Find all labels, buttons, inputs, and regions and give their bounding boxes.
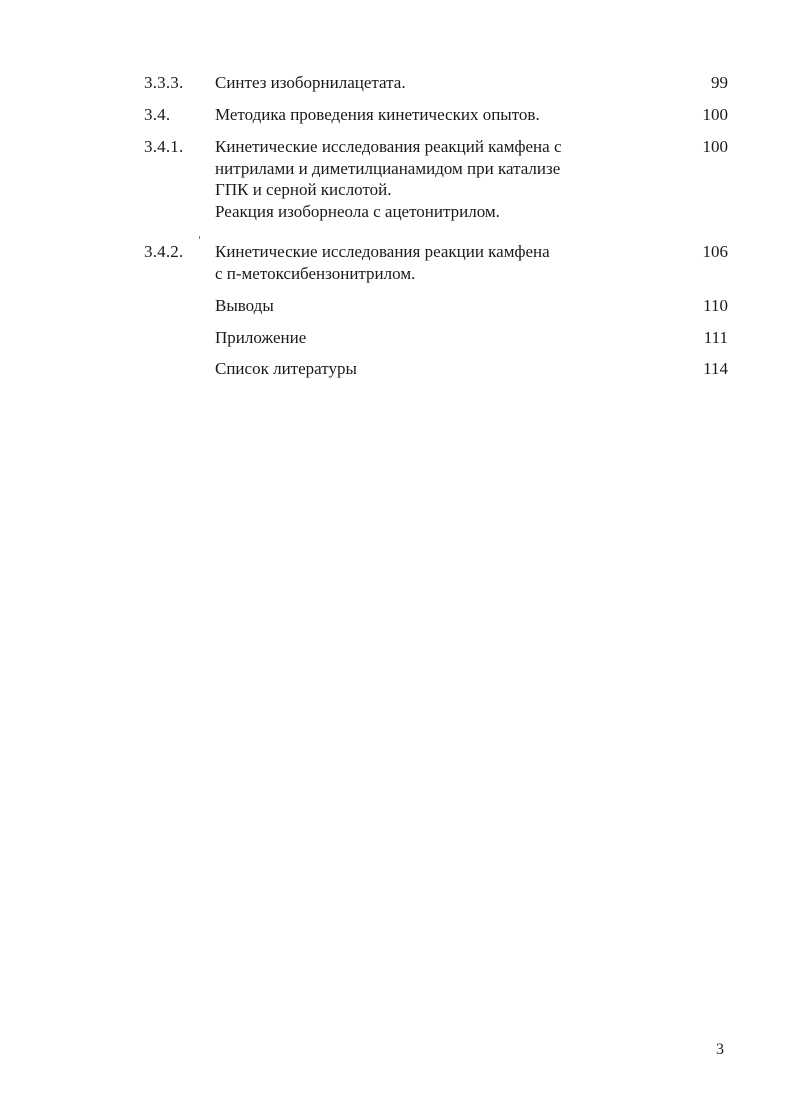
toc-entry-page: 100 [702,137,728,156]
toc-entry-title-line: Методика проведения кинетических опытов. [215,105,540,124]
toc-entry-title-line: нитрилами и диметилцианамидом при катализе [215,158,561,178]
toc-entry-number: 3.3.3. [144,73,184,92]
toc-entry-number: 3.4.2. [144,242,184,261]
toc-entry-title-line: Выводы [215,296,274,315]
toc-entry-page: 114 [703,359,728,378]
toc-entry-title-line: Синтез изоборнилацетата. [215,73,406,92]
toc-entry-title-line: Приложение [215,328,307,347]
toc-entry-title-line: Кинетические исследования реакции камфена [215,242,550,261]
toc-entry-title-line: Кинетические исследования реакций камфена с [215,137,562,156]
toc-entry-number: 3.4. [144,105,171,124]
toc-entry-title-line: Список литературы [215,359,357,378]
toc-entry-title [215,241,635,284]
toc-entry-page: 106 [702,242,728,261]
toc-entry-title [215,327,635,349]
toc-entry-title-line: с п-метоксибензонитрилом. [215,263,416,283]
toc-entry-page: 99 [711,73,728,92]
page-number: 3 [716,1041,724,1058]
toc-entry-title [215,104,635,126]
toc-entry-page: 111 [703,328,728,347]
toc-entry-page: 100 [702,105,728,124]
toc-entry-title-line: Реакция изоборнеола с ацетонитрилом. [215,201,500,221]
toc-entry-title [215,72,635,94]
toc-entry-number: 3.4.1. [144,137,184,156]
toc-entry-title [215,295,635,317]
toc-entry-page: 110 [703,296,728,315]
toc-entry-title [215,358,635,380]
toc-entry-title-line: ГПК и серной кислотой. [215,180,392,199]
scan-speck [199,236,200,239]
toc-entry-title [215,136,635,222]
